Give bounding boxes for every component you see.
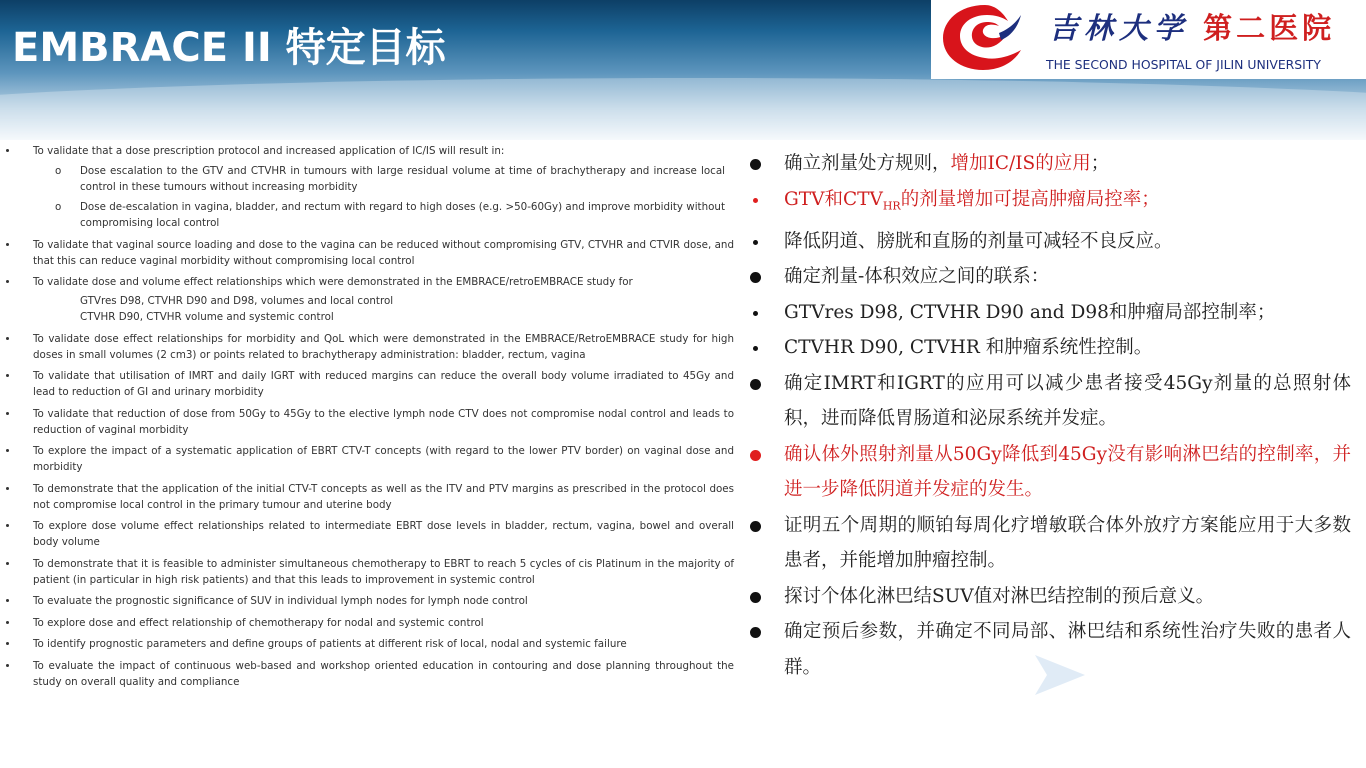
list-item: GTV和$CTV_{HR}$的剂量增加可提高肿瘤局控率；: [784, 188, 1160, 213]
bullet-icon: [6, 337, 9, 340]
list-item: 确立剂量处方规则，增加IC/IS的应用；: [784, 153, 1110, 174]
bullet-icon: [6, 280, 9, 283]
list-item: To validate that a dose prescription protocol and increased application of IC/IS will result in: o Dose escalation to the GTV and CTVHR in tumours with large residual volume at time of brachytherapy and increase local control in these tumours without increasing morbidity o Dose de-escalation in vagina, bladder, and rectum with regard to high doses (e.g. >50-60Gy) and improve morbidity without compromising local control: [0, 143, 743, 231]
list-item: To explore the impact of a systematic application of EBRT CTV-T concepts (with regard to the lower PTV border) on vaginal dose and morbidity: [0, 443, 743, 475]
circle-bullet-icon: o: [55, 201, 62, 213]
list-item: CTVHR D90, CTVHR 和肿瘤系统性控制。: [784, 337, 1153, 359]
list-item: 确定剂量-体积效应之间的联系：: [784, 266, 1050, 288]
bullet-icon: [6, 487, 9, 490]
list-item: To demonstrate that the application of the initial CTV-T concepts as well as the ITV and PTV margins as prescribed in the protocol does not compromise local control in the primary tumour and uterine body: [0, 481, 743, 513]
bullet-icon: [6, 664, 9, 667]
list-item: 确定IMRT和IGRT的应用可以减少患者接受45Gy剂量的总照射体积，进而降低胃肠道和泌尿系统并发症。: [784, 372, 1351, 430]
list-item: To validate that vaginal source loading and dose to the vagina can be reduced without compromising GTV, CTVHR and CTVIR dose, and that this can reduce vaginal morbidity without compromising local control: [0, 237, 743, 269]
bullet-icon: [6, 621, 9, 624]
slide-title: EMBRACE II 特定目标: [12, 25, 446, 71]
list-item: To demonstrate that it is feasible to administer simultaneous chemotherapy to EBRT to reach 5 cycles of cis Platinum in the majority of patient (in particular in high risk patients) and that this leads to improvement in systemic control: [0, 556, 743, 588]
bullet-icon: [6, 642, 9, 645]
header-sweep-decoration: [0, 78, 1366, 140]
hospital-name-en: THE SECOND HOSPITAL OF JILIN UNIVERSITY: [1046, 57, 1321, 72]
list-item: To validate that reduction of dose from 50Gy to 45Gy to the elective lymph node CTV does not compromise nodal control and leads to reduction of vaginal morbidity: [0, 406, 743, 438]
hospital-emblem-icon: [941, 3, 1026, 71]
bullet-icon: [6, 599, 9, 602]
bullet-icon: [6, 412, 9, 415]
list-item: 确认体外照射剂量从50Gy降低到45Gy没有影响淋巴结的控制率，并进一步降低阴道并发症的发生。: [784, 443, 1351, 501]
english-objectives-panel: [0, 143, 743, 710]
circle-bullet-icon: o: [55, 165, 62, 177]
list-item: To validate dose and volume effect relationships which were demonstrated in the EMBRACE/retroEMBRACE study for GTVres D98, CTVHR D90 and D98, volumes and local control CTVHR D90, CTVHR volume and systemic control: [0, 274, 743, 325]
english-objectives-list: [0, 143, 743, 690]
bullet-icon: [6, 524, 9, 527]
chinese-objectives-list: [745, 146, 1351, 685]
list-item: o Dose de-escalation in vagina, bladder, and rectum with regard to high doses (e.g. >50-60Gy) and improve morbidity without compromising local control: [55, 201, 725, 229]
list-item: To explore dose volume effect relationships related to intermediate EBRT dose levels in bladder, rectum, vagina, bowel and overall body volume: [0, 518, 743, 550]
watermark-icon: [1033, 653, 1093, 697]
hospital-name-suffix: 第二医院: [1203, 11, 1336, 45]
university-name-calligraphy: 吉林大学: [1049, 11, 1190, 45]
list-item: o Dose escalation to the GTV and CTVHR in tumours with large residual volume at time of brachytherapy and increase local control in these tumours without increasing morbidity: [55, 165, 725, 193]
bullet-icon: [6, 449, 9, 452]
bullet-icon: [6, 562, 9, 565]
list-item: To validate that utilisation of IMRT and daily IGRT with reduced margins can reduce the overall body volume irradiated to 45Gy and lead to reduction of GI and urinary morbidity: [0, 368, 743, 400]
list-item: To identify prognostic parameters and define groups of patients at different risk of local, nodal and systemic failure: [0, 636, 743, 652]
hospital-name-cn: [1049, 8, 1335, 48]
hospital-logo: [931, 0, 1366, 79]
list-item: To evaluate the prognostic significance of SUV in individual lymph nodes for lymph node control: [0, 593, 743, 609]
indented-lines: GTVres D98, CTVHR D90 and D98, volumes and local control CTVHR D90, CTVHR volume and systemic control: [80, 295, 394, 323]
sub-list: [33, 163, 734, 231]
list-item: GTVres D98, CTVHR D90 and D98和肿瘤局部控制率；: [784, 301, 1276, 323]
list-item: 证明五个周期的顺铂每周化疗增敏联合体外放疗方案能应用于大多数患者，并能增加肿瘤控制。: [784, 514, 1351, 572]
list-item: To explore dose and effect relationship of chemotherapy for nodal and systemic control: [0, 615, 743, 631]
list-item: 探讨个体化淋巴结SUV值对淋巴结控制的预后意义。: [784, 585, 1215, 607]
list-item: 确定预后参数，并确定不同局部、淋巴结和系统性治疗失败的患者人群。: [784, 621, 1351, 678]
bullet-icon: [6, 374, 9, 377]
bullet-icon: [6, 149, 9, 152]
list-item: 降低阴道、膀胱和直肠的剂量可减轻不良反应。: [784, 230, 1173, 252]
bullet-icon: [6, 243, 9, 246]
list-item: To evaluate the impact of continuous web-based and workshop oriented education in contouring and dose planning throughout the study on overall quality and compliance: [0, 658, 743, 690]
list-item: To validate dose effect relationships for morbidity and QoL which were demonstrated in the EMBRACE/RetroEMBRACE study for high doses in small volumes (2 cm3) or points related to brachytherapy administration: bladder, rectum, vagina: [0, 331, 743, 363]
